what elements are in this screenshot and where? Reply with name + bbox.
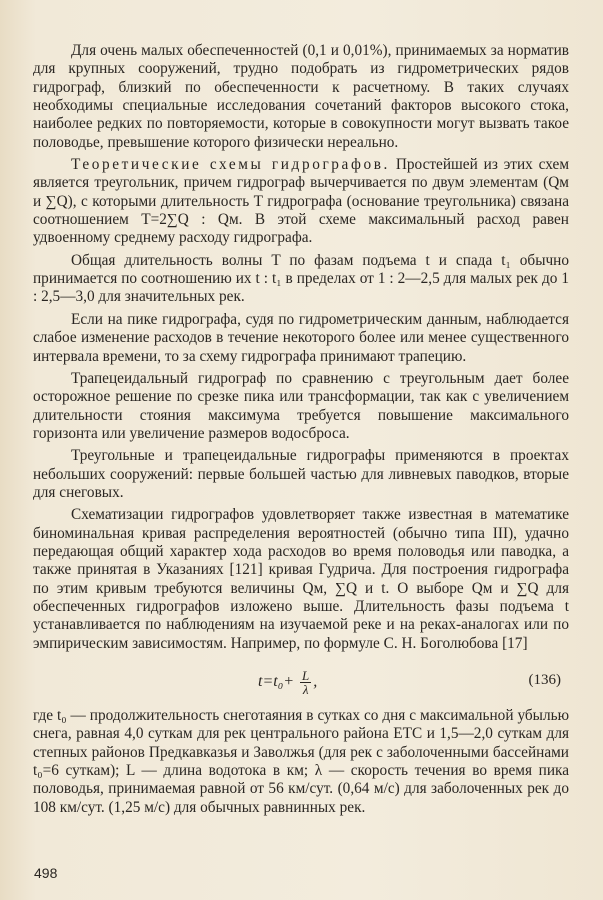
page-body	[33, 42, 569, 817]
formula-fraction	[300, 669, 311, 696]
paragraph-4: Если на пике гидрографа, судя по гидрометрическим данным, наблюдается слабое изменение расходов в течение некоторого более или менее существенного интервала времени, то за схему гидрографа принимают трапецию.	[33, 310, 569, 365]
page-number: 498	[34, 865, 58, 881]
paragraph-5: Трапецеидальный гидрограф по сравнению с треугольным дает более осторожное решение по срезке пика или трансформации, так как с увеличением длительности стояния максимума требуется повышение максимального горизонта или увеличение размеров водосброса.	[33, 369, 569, 442]
formula-denominator: λ	[302, 682, 309, 697]
formula-lhs: t=t₀+	[258, 673, 295, 691]
paragraph-3: Общая длительность волны T по фазам подъема t и спада t₁ обычно принимается по соотношению их t : t₁ в пределах от 1 : 2—2,5 для малых рек до 1 : 2,5—3,0 для значительных рек.	[33, 251, 569, 306]
formula-number: (136)	[528, 672, 561, 688]
formula-numerator: L	[302, 668, 310, 683]
section-heading: Теоретические схемы гидрографов.	[71, 156, 390, 174]
paragraph-2	[33, 156, 569, 248]
paragraph-8: где t₀ — продолжительность снеготаяния в сутках со дня с максимальной убылью снега, равная 4,0 суткам для рек центрального района ЕТС и 1,5—2,0 суткам для степных районов Предкавказья и Заволжья (для рек с заболоченными бассейнами t₀=6 суткам); L — длина водотока в км; λ — скорость течения во время пика половодья, принимаемая равной от 56 км/сут. (0,64 м/с) для заболоченных рек до 108 км/сут. (1,25 м/с) для обычных равнинных рек.	[33, 707, 569, 816]
paragraph-6: Треугольные и трапецеидальные гидрографы применяются в проектах небольших сооружений: первые большей частью для ливневых паводков, вторые для снеговых.	[33, 447, 569, 501]
formula-136	[33, 661, 569, 701]
paragraph-1: Для очень малых обеспеченностей (0,1 и 0,01%), принимаемых за норматив для крупных сооружений, трудно подобрать из гидрометрических рядов гидрограф, близкий по обеспеченности к расчетному. В таких случаях необходимы специальные исследования сочетаний факторов высокого стока, наиболее редких по повторяемости, которые в совокупности могут вызвать такое половодье, превышение которого физически нереально.	[33, 42, 569, 151]
paragraph-7: Схематизации гидрографов удовлетворяет также известная в математике биноминальная кривая распределения вероятностей (обычно типа III), удачно передающая общий характер хода расходов во время половодья или паводка, а также принятая в Указаниях [121] кривая Гудрича. Для построения гидрографа по этим кривым требуются величины Qм, ∑Q и t. О выборе Qм и ∑Q для обеспеченных гидрографов изложено выше. Длительность фазы подъема t устанавливается по наблюдениям на изучаемой реке и на реках-аналогах или по эмпирическим зависимостям. Например, по формуле С. Н. Боголюбова [17]	[33, 506, 569, 652]
formula-expression	[258, 669, 317, 696]
formula-trail: ,	[313, 673, 318, 691]
paragraph-2-body: Простейшей из этих схем является треугольник, причем гидрограф вычерчивается по двум элементам (Qм и ∑Q), с которыми длительность T гидрографа (основание треугольника) связана соотношением T=2∑Q : Qм. В этой схеме максимальный расход равен удвоенному среднему расходу гидрографа.	[33, 156, 570, 247]
